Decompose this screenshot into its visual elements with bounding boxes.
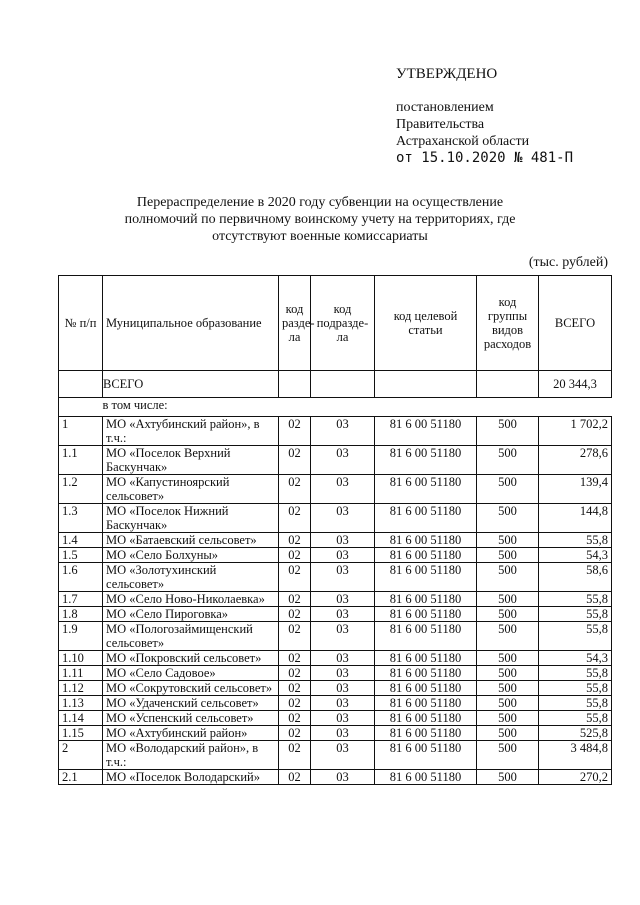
row-section-code: 02 bbox=[279, 592, 311, 607]
table-row bbox=[59, 651, 612, 666]
row-num: 1.14 bbox=[59, 711, 103, 726]
row-num: 2.1 bbox=[59, 770, 103, 785]
row-num: 1.8 bbox=[59, 607, 103, 622]
row-section-code: 02 bbox=[279, 533, 311, 548]
row-municipality: МО «Сокрутовский сельсовет» bbox=[103, 681, 279, 696]
row-section-code: 02 bbox=[279, 726, 311, 741]
table-row bbox=[59, 592, 612, 607]
header-row bbox=[59, 276, 612, 371]
row-num: 1.4 bbox=[59, 533, 103, 548]
row-target-code: 81 6 00 51180 bbox=[375, 504, 477, 533]
row-sum: 55,8 bbox=[539, 696, 612, 711]
approval-heading: УТВЕРЖДЕНО bbox=[396, 66, 498, 82]
row-municipality: МО «Пологозаймищенский сельсовет» bbox=[103, 622, 279, 651]
row-expense-group: 500 bbox=[477, 533, 539, 548]
row-target-code: 81 6 00 51180 bbox=[375, 666, 477, 681]
row-subsection-code: 03 bbox=[311, 681, 375, 696]
row-sum: 1 702,2 bbox=[539, 417, 612, 446]
table-row bbox=[59, 726, 612, 741]
row-subsection-code: 03 bbox=[311, 592, 375, 607]
row-subsection-code: 03 bbox=[311, 504, 375, 533]
row-section-code: 02 bbox=[279, 666, 311, 681]
table-row bbox=[59, 504, 612, 533]
row-subsection-code: 03 bbox=[311, 696, 375, 711]
approval-line-3: Астраханской области bbox=[396, 134, 530, 149]
row-expense-group: 500 bbox=[477, 711, 539, 726]
row-subsection-code: 03 bbox=[311, 446, 375, 475]
table-row bbox=[59, 475, 612, 504]
row-sum: 144,8 bbox=[539, 504, 612, 533]
row-num: 1.13 bbox=[59, 696, 103, 711]
row-municipality: МО «Ахтубинский район» bbox=[103, 726, 279, 741]
table-row bbox=[59, 711, 612, 726]
row-section-code: 02 bbox=[279, 770, 311, 785]
row-expense-group: 500 bbox=[477, 504, 539, 533]
row-subsection-code: 03 bbox=[311, 726, 375, 741]
row-section-code: 02 bbox=[279, 607, 311, 622]
row-expense-group: 500 bbox=[477, 696, 539, 711]
row-municipality: МО «Успенский сельсовет» bbox=[103, 711, 279, 726]
row-target-code: 81 6 00 51180 bbox=[375, 548, 477, 563]
row-expense-group: 500 bbox=[477, 607, 539, 622]
row-sum: 58,6 bbox=[539, 563, 612, 592]
row-municipality: МО «Батаевский сельсовет» bbox=[103, 533, 279, 548]
row-section-code: 02 bbox=[279, 504, 311, 533]
row-sum: 55,8 bbox=[539, 592, 612, 607]
row-section-code: 02 bbox=[279, 622, 311, 651]
row-num: 1.10 bbox=[59, 651, 103, 666]
row-num: 1.2 bbox=[59, 475, 103, 504]
row-target-code: 81 6 00 51180 bbox=[375, 741, 477, 770]
row-target-code: 81 6 00 51180 bbox=[375, 711, 477, 726]
row-section-code: 02 bbox=[279, 446, 311, 475]
row-municipality: МО «Ахтубинский район», в т.ч.: bbox=[103, 417, 279, 446]
subtotal-row bbox=[59, 398, 612, 417]
subtotal-label: в том числе: bbox=[103, 398, 612, 417]
row-sum: 54,3 bbox=[539, 548, 612, 563]
row-num: 1.11 bbox=[59, 666, 103, 681]
header-section-code: код разде-ла bbox=[279, 276, 311, 371]
row-subsection-code: 03 bbox=[311, 607, 375, 622]
row-municipality: МО «Удаченский сельсовет» bbox=[103, 696, 279, 711]
row-num: 1.15 bbox=[59, 726, 103, 741]
row-municipality: МО «Поселок Володарский» bbox=[103, 770, 279, 785]
row-target-code: 81 6 00 51180 bbox=[375, 446, 477, 475]
document-title: Перераспределение в 2020 году субвенции на осуществление полномочий по первичному воинскому учету на территориях, где отсутствуют военные комиссариаты bbox=[124, 195, 516, 244]
approval-date-number: от 15.10.2020 № 481-П bbox=[396, 150, 574, 166]
row-expense-group: 500 bbox=[477, 741, 539, 770]
row-target-code: 81 6 00 51180 bbox=[375, 770, 477, 785]
row-expense-group: 500 bbox=[477, 622, 539, 651]
row-target-code: 81 6 00 51180 bbox=[375, 696, 477, 711]
total-label: ВСЕГО bbox=[103, 371, 279, 398]
row-num: 1.3 bbox=[59, 504, 103, 533]
row-target-code: 81 6 00 51180 bbox=[375, 651, 477, 666]
row-section-code: 02 bbox=[279, 711, 311, 726]
row-section-code: 02 bbox=[279, 696, 311, 711]
row-sum: 139,4 bbox=[539, 475, 612, 504]
row-expense-group: 500 bbox=[477, 651, 539, 666]
header-total: ВСЕГО bbox=[539, 276, 612, 371]
row-subsection-code: 03 bbox=[311, 666, 375, 681]
row-num: 1.9 bbox=[59, 622, 103, 651]
row-target-code: 81 6 00 51180 bbox=[375, 563, 477, 592]
row-subsection-code: 03 bbox=[311, 622, 375, 651]
table-row bbox=[59, 681, 612, 696]
header-subsection-code: код подразде-ла bbox=[311, 276, 375, 371]
row-municipality: МО «Капустиноярский сельсовет» bbox=[103, 475, 279, 504]
row-municipality: МО «Село Садовое» bbox=[103, 666, 279, 681]
row-section-code: 02 bbox=[279, 548, 311, 563]
row-num: 1.12 bbox=[59, 681, 103, 696]
row-target-code: 81 6 00 51180 bbox=[375, 607, 477, 622]
row-sum: 270,2 bbox=[539, 770, 612, 785]
row-num: 1.7 bbox=[59, 592, 103, 607]
row-num: 1.6 bbox=[59, 563, 103, 592]
table-row bbox=[59, 741, 612, 770]
row-subsection-code: 03 bbox=[311, 475, 375, 504]
header-target-code: код целевой статьи bbox=[375, 276, 477, 371]
units-label: (тыс. рублей) bbox=[528, 255, 608, 270]
row-subsection-code: 03 bbox=[311, 741, 375, 770]
approval-line-1: постановлением bbox=[396, 100, 494, 115]
row-section-code: 02 bbox=[279, 563, 311, 592]
table-row bbox=[59, 622, 612, 651]
header-num: № п/п bbox=[59, 276, 103, 371]
row-num: 1.1 bbox=[59, 446, 103, 475]
approval-block bbox=[396, 66, 573, 167]
row-municipality: МО «Село Пироговка» bbox=[103, 607, 279, 622]
row-num: 2 bbox=[59, 741, 103, 770]
table-row bbox=[59, 417, 612, 446]
row-subsection-code: 03 bbox=[311, 711, 375, 726]
row-num: 1 bbox=[59, 417, 103, 446]
row-expense-group: 500 bbox=[477, 475, 539, 504]
row-expense-group: 500 bbox=[477, 726, 539, 741]
header-municipality: Муниципальное образование bbox=[103, 276, 279, 371]
row-num: 1.5 bbox=[59, 548, 103, 563]
row-target-code: 81 6 00 51180 bbox=[375, 533, 477, 548]
row-sum: 55,8 bbox=[539, 681, 612, 696]
header-expense-group: код группы видов расходов bbox=[477, 276, 539, 371]
row-municipality: МО «Золотухинский сельсовет» bbox=[103, 563, 279, 592]
table-row bbox=[59, 607, 612, 622]
subvention-table bbox=[58, 275, 612, 785]
row-subsection-code: 03 bbox=[311, 563, 375, 592]
row-target-code: 81 6 00 51180 bbox=[375, 622, 477, 651]
row-section-code: 02 bbox=[279, 651, 311, 666]
table-row bbox=[59, 666, 612, 681]
row-expense-group: 500 bbox=[477, 548, 539, 563]
row-expense-group: 500 bbox=[477, 417, 539, 446]
row-subsection-code: 03 bbox=[311, 770, 375, 785]
table-row bbox=[59, 696, 612, 711]
row-sum: 55,8 bbox=[539, 533, 612, 548]
row-expense-group: 500 bbox=[477, 666, 539, 681]
row-subsection-code: 03 bbox=[311, 651, 375, 666]
approval-line-2: Правительства bbox=[396, 117, 485, 132]
table-row bbox=[59, 770, 612, 785]
total-value: 20 344,3 bbox=[539, 371, 612, 398]
row-sum: 55,8 bbox=[539, 607, 612, 622]
row-subsection-code: 03 bbox=[311, 417, 375, 446]
row-sum: 278,6 bbox=[539, 446, 612, 475]
row-municipality: МО «Поселок Нижний Баскунчак» bbox=[103, 504, 279, 533]
table-row bbox=[59, 533, 612, 548]
row-sum: 55,8 bbox=[539, 622, 612, 651]
row-municipality: МО «Село Болхуны» bbox=[103, 548, 279, 563]
row-sum: 54,3 bbox=[539, 651, 612, 666]
row-municipality: МО «Поселок Верхний Баскунчак» bbox=[103, 446, 279, 475]
row-target-code: 81 6 00 51180 bbox=[375, 475, 477, 504]
total-row bbox=[59, 371, 612, 398]
table-row bbox=[59, 563, 612, 592]
row-municipality: МО «Село Ново-Николаевка» bbox=[103, 592, 279, 607]
row-municipality: МО «Покровский сельсовет» bbox=[103, 651, 279, 666]
row-sum: 3 484,8 bbox=[539, 741, 612, 770]
row-municipality: МО «Володарский район», в т.ч.: bbox=[103, 741, 279, 770]
table-row bbox=[59, 446, 612, 475]
row-target-code: 81 6 00 51180 bbox=[375, 417, 477, 446]
row-sum: 55,8 bbox=[539, 666, 612, 681]
row-expense-group: 500 bbox=[477, 592, 539, 607]
table-row bbox=[59, 548, 612, 563]
row-section-code: 02 bbox=[279, 681, 311, 696]
row-sum: 55,8 bbox=[539, 711, 612, 726]
row-subsection-code: 03 bbox=[311, 533, 375, 548]
row-expense-group: 500 bbox=[477, 563, 539, 592]
row-sum: 525,8 bbox=[539, 726, 612, 741]
row-section-code: 02 bbox=[279, 741, 311, 770]
row-expense-group: 500 bbox=[477, 770, 539, 785]
row-expense-group: 500 bbox=[477, 681, 539, 696]
row-section-code: 02 bbox=[279, 475, 311, 504]
row-section-code: 02 bbox=[279, 417, 311, 446]
row-expense-group: 500 bbox=[477, 446, 539, 475]
row-target-code: 81 6 00 51180 bbox=[375, 592, 477, 607]
row-target-code: 81 6 00 51180 bbox=[375, 726, 477, 741]
row-target-code: 81 6 00 51180 bbox=[375, 681, 477, 696]
row-subsection-code: 03 bbox=[311, 548, 375, 563]
